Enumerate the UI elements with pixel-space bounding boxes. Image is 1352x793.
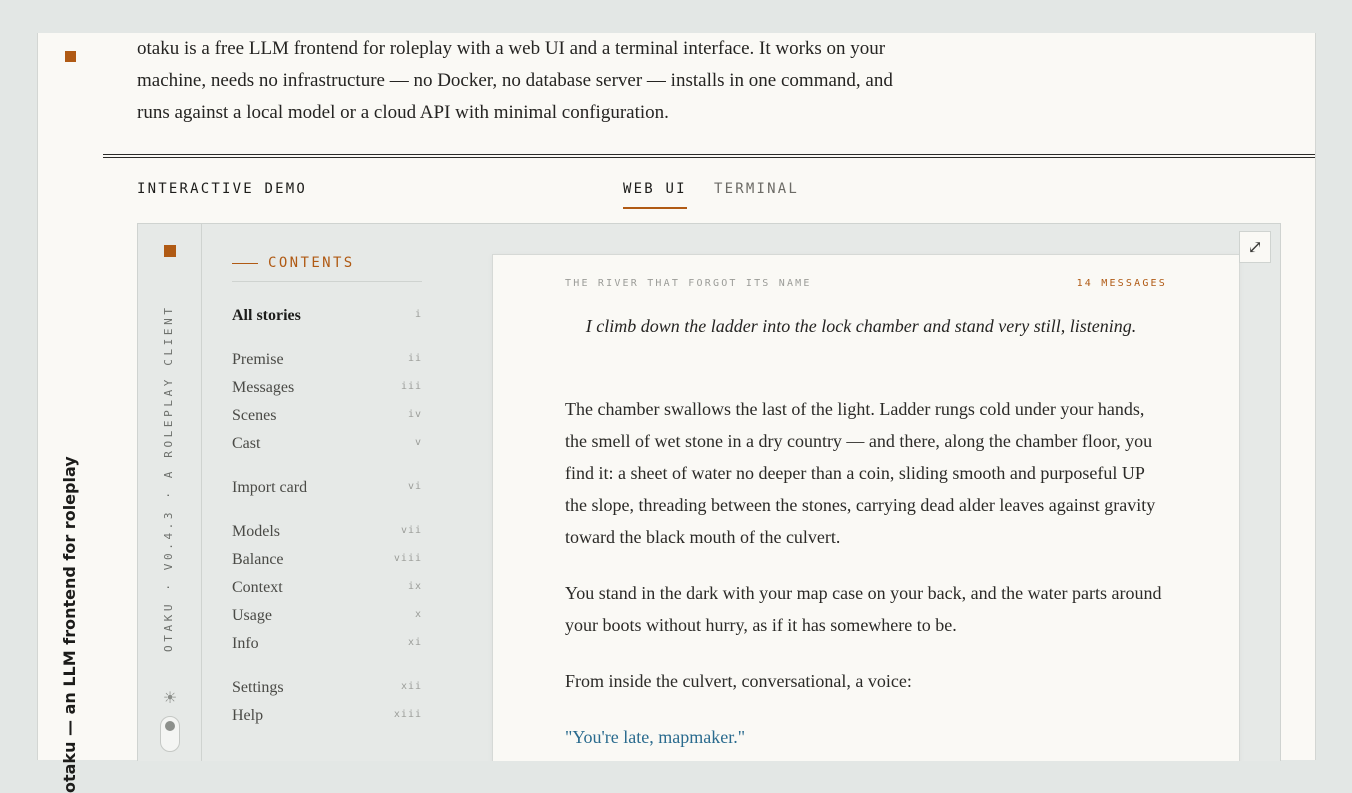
nav-item-models[interactable] (232, 521, 422, 545)
divider (103, 157, 1315, 158)
app-rail (138, 224, 202, 761)
nav-item-messages[interactable] (232, 377, 422, 401)
nav-item-label: Context (232, 579, 283, 596)
nav-item-help[interactable] (232, 705, 422, 729)
nav-item-label: Scenes (232, 407, 277, 424)
user-message: I climb down the ladder into the lock chamber and stand very still, listening. (585, 316, 1137, 336)
nav-item-label: Settings (232, 679, 284, 696)
main-content (103, 33, 1316, 760)
theme-toggle[interactable] (160, 716, 180, 752)
demo-label: INTERACTIVE DEMO (137, 181, 308, 197)
contents-heading-text: CONTENTS (268, 255, 355, 271)
nav-item-label: All stories (232, 307, 301, 324)
app-logo-mark (164, 245, 176, 257)
nav-item-label: Messages (232, 379, 295, 396)
nav-item-usage[interactable] (232, 605, 422, 629)
tab-web-ui[interactable]: WEB UI (623, 181, 687, 209)
tab-terminal[interactable]: TERMINAL (714, 181, 800, 197)
nav-item-number: iv (407, 409, 422, 420)
narration-paragraph: From inside the culvert, conversational, a voice: (565, 671, 912, 691)
nav-item-label: Premise (232, 351, 284, 368)
toggle-knob (165, 721, 175, 731)
nav-item-label: Help (232, 707, 264, 724)
message-count: 14 MESSAGES (1076, 278, 1167, 289)
contents-nav (232, 224, 422, 761)
story-title: THE RIVER THAT FORGOT ITS NAME (565, 278, 812, 289)
divider (103, 154, 1315, 155)
top-band (0, 0, 1352, 33)
narration-paragraph: The chamber swallows the last of the light. Ladder rungs cold under your hands, the smell of wet stone in a dry country — and there, along the chamber floor, you find it: a sheet of water no deeper than a coin, sliding smooth and purposeful UP the slope, threading between the stones, carrying dead alder leaves against gravity toward the black mouth of the culvert. (565, 399, 1156, 547)
demo-app-window (137, 223, 1281, 761)
nav-item-settings[interactable] (232, 677, 422, 701)
nav-item-premise[interactable] (232, 349, 422, 373)
nav-item-number: ix (407, 581, 422, 592)
nav-item-info[interactable] (232, 633, 422, 657)
contents-heading (232, 255, 422, 282)
nav-item-label: Cast (232, 435, 261, 452)
site-vertical-title: otaku — an LLM frontend for roleplay (60, 456, 79, 793)
nav-item-label: Usage (232, 607, 272, 624)
app-version-label: OTAKU · V0.4.3 · A ROLEPLAY CLIENT (162, 304, 175, 652)
story-panel (492, 254, 1240, 761)
nav-item-number: vi (407, 481, 422, 492)
nav-item-number: v (414, 437, 422, 448)
nav-item-number: xiii (393, 709, 422, 720)
nav-item-label: Import card (232, 479, 308, 496)
intro-paragraph: otaku is a free LLM frontend for roleplay with a web UI and a terminal interface. It works on your machine, needs no infrastructure — no Docker, no database server — installs in one command, and runs against a local model or a cloud API with minimal configuration. (137, 38, 893, 123)
nav-item-label: Balance (232, 551, 284, 568)
nav-item-number: iii (400, 381, 422, 392)
nav-item-cast[interactable] (232, 433, 422, 457)
nav-item-context[interactable] (232, 577, 422, 601)
sun-icon[interactable]: ☀ (162, 690, 178, 707)
nav-item-number: xi (407, 637, 422, 648)
nav-item-label: Info (232, 635, 259, 652)
nav-item-balance[interactable] (232, 549, 422, 573)
narration-paragraph: You stand in the dark with your map case on your back, and the water parts around your boots without hurry, as if it has somewhere to be. (565, 583, 1162, 635)
nav-item-number: i (414, 309, 422, 320)
dialogue-line: "You're late, mapmaker." (565, 727, 746, 747)
nav-item-scenes[interactable] (232, 405, 422, 429)
nav-item-import-card[interactable] (232, 477, 422, 501)
site-rail (37, 33, 104, 793)
nav-item-number: x (414, 609, 422, 620)
heading-dash (232, 263, 258, 264)
nav-item-number: viii (393, 553, 422, 564)
nav-item-all-stories[interactable] (232, 305, 422, 329)
nav-item-label: Models (232, 523, 280, 540)
nav-item-number: ii (407, 353, 422, 364)
expand-icon[interactable]: ⤢ (1239, 231, 1271, 263)
brand-mark (65, 51, 76, 62)
nav-item-number: vii (400, 525, 422, 536)
nav-item-number: xii (400, 681, 422, 692)
